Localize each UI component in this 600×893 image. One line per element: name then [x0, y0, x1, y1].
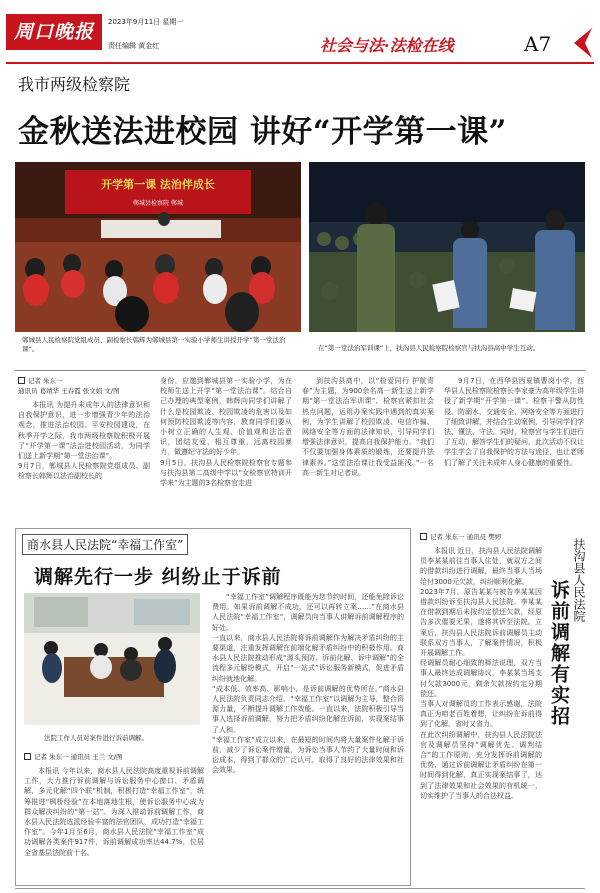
lead-photo-classroom — [15, 162, 301, 332]
banner-line1: 开学第一课 法治伴成长 — [101, 178, 215, 191]
fugou-byline-text: 记者 朱东一 通讯员 樊婷 — [430, 533, 502, 541]
lead-col2-text: 身份，应邀到郸城县第一实验小学，为在校师生送上开学“第一堂法治课”。结合自己办理的典型案例，韩辉向同学们讲解了什么是校园欺凌、校园欺凌的危害以及如何预防校园欺凌等内容，教育同学们要从小树立正确的人生观、价值观和法治意识，团结友爱、相互尊重，远离校园暴力，做遵纪守法的好少年。 9月5日，扶沟县人民检察院检察官专题参与扶沟县第二高级中学以“女检察官特训开学来”为主题的3名检察官走进 — [160, 377, 292, 488]
lead-col1-text: 本报讯 为提升未成年人的法律意识和自我保护意识，进一步增强青少年的法治观念，推进法治校园、平安校园建设，在秋季开学之际，我市两级检察院积极开展了“开学第一课”法治进校园活动，为同学们送上新学期“第一堂法治课”。 9月7日，郸城县人民检察院党组成员、副检察长韩辉以法治副校长的 — [18, 401, 150, 481]
mediation-headline: 调解先行一步 纠纷止于诉前 — [34, 566, 282, 588]
fugou-body-text: 本报讯 近日，扶沟县人民法院调解员李某某前往当事人住处，就双方之间的借款纠纷进行调解，最终当事人当场给付3000元欠款，纠纷顺利化解。 2023年7月，原告某某与被告李某某因借款纠纷诉至扶沟县人民法院。李某某在借款到期后未按约定偿还欠款，经原告多次催要无果，遂将其诉至法院。立案后，扶沟县人民法院诉前调解员主动联系双方当事人，了解案件情况，积极开展调解工作。 经调解员耐心细致的释法说理，双方当事人最终达成调解协议，李某某当场支付欠款3000元，剩余欠款按约定分期偿还。 当事人对调解员的工作表示感谢，法院真正为咱老百姓着想，让纠纷在诉前得到了化解，省时又省力。 在此次纠纷调解中，扶沟县人民法院法官及调解员坚持“调解优先、调判结合”的工作原则，充分发挥诉前调解的优势，通过诉前调解让矛盾纠纷在第一时间得到化解，真正实现案结事了，达到了法律效果和社会效果的有机统一，切实维护了当事人的合法权益。 — [420, 547, 542, 800]
lead-headline: 金秋送法进校园 讲好“开学第一课” — [18, 114, 507, 150]
page-number: A7 — [524, 32, 552, 56]
lead-byline-text: 记者 朱东一 通讯员 葛靖华 王春霞 张文娟 文/图 — [18, 377, 120, 395]
masthead-rule — [6, 62, 594, 64]
mediation-photo — [24, 593, 200, 725]
mediation-byline-text: 记者 朱东一 通讯员 王兰 文/图 — [34, 753, 123, 761]
lead-divider — [15, 370, 585, 371]
masthead — [0, 0, 600, 62]
lead-col2 — [160, 376, 292, 524]
mediation-col1-text: 本报讯 今年以来，商水县人民法院高度重视诉前调解工作，大力推行诉前调解与诉讼服务中心窗口、矛盾调解、多元化解“四个联”机制，积极打造“幸福工作室”，统筹推进“枫桥经验”在本地落地生根，使诉讼服务中心成为群众解决纠纷的“第一站”。为深入推动诉前调解工作，商水县人民法院选派经验丰富的法官团队，成功打造“幸福工作室”。今年1月至6月，商水县人民法院“幸福工作室”成功调解各类案件917件，诉前调解成功率达44.7%，位居全省基层法院前十名。 — [24, 767, 204, 857]
lead-photo1-caption: 郸城县人民检察院党组成员、副检察长韩辉为郸城县第一实验小学师生讲授开学“第一堂法治课”。 — [22, 336, 286, 353]
fugou-byline — [420, 532, 560, 541]
editor-line: 责任编辑 黄金红 — [108, 42, 160, 50]
mediation-byline — [24, 752, 204, 761]
fugou-vertical-label: 扶沟县人民法院 — [572, 538, 586, 622]
mediation-col2-text: “幸福工作室”调解程序既能为您节约时间，还能免除诉讼费用。如果诉前调解不成功，还可以再转立案……”在商水县人民法院“幸福工作室”，调解员向当事人讲解诉前调解程序的好处。 一直以来，商水县人民法院将诉前调解作为解决矛盾纠纷的主要渠道，注重发挥调解在前端化解矛盾纠纷中的积极作用。商水县人民法院推动形成“源头预防、诉前化解、诉中调解”的全流程多元解纷模式，开启“一站式”诉讼服务新模式，促进矛盾纠纷就地化解。 “成本低、效率高、影响小，是诉前调解的优势所在。”商水县人民法院负责同志介绍，“幸福工作室”以调解为主导，整合资源力量，不断提升调解工作效能。一直以来，法院积极引导当事人选择诉前调解，努力把矛盾纠纷化解在诉前，实现案结事了人和。 “幸福工作室”成立以来，在最短的时间内将大量案件化解于诉前，减少了诉讼案件增量，为诉讼当事人节约了大量时间和诉讼成本，得到了群众的广泛认可，取得了良好的法律效果和社会效果。 — [212, 593, 404, 775]
lead-col4-text: 9月7日，在西华县西夏镇曹岗小学，西华县人民检察院检察长李家豪为高年级学生讲授了新学期“开学第一课”。检察干警从防性侵、防溺水、交通安全、网络安全等方面进行了细致讲解，并结合生动案例，引导同学们学法、懂法、守法。同时，检察官与学生们进行了互动，解答学生们的疑问，此次活动不仅让学生学会了自我保护的方法与途径，也让老师们了解了关注未成年人身心健康的重要性。 — [444, 377, 584, 467]
lead-col1 — [18, 400, 150, 524]
section-title: 社会与法·法检在线 — [320, 36, 454, 55]
banner-line2: 郸城县检察院 郸城 — [133, 200, 183, 207]
date-line: 2023年9月11日 星期一 — [108, 18, 184, 26]
fugou-body — [420, 546, 542, 882]
banner — [65, 170, 251, 214]
logo-text: 周口晚报 — [13, 21, 94, 43]
lead-photo2-caption: 在“第一堂法治军训课”上，扶沟县人民检察院检察官与扶沟县高中学生互动。 — [318, 344, 540, 352]
bottom-rule — [15, 888, 585, 889]
lead-byline — [18, 376, 150, 396]
lead-col3 — [302, 376, 434, 524]
logo-block — [6, 14, 102, 50]
mediation-col1 — [24, 766, 204, 878]
lead-kicker: 我市两级检察院 — [18, 75, 131, 94]
mediation-photo-caption: 法院工作人员对案件进行诉前调解。 — [44, 734, 148, 742]
page-arrow-icon — [566, 26, 596, 60]
lead-col3-text: 到扶沟县高中，以“检爱同行 护航青春”为主题，为900余名高一新生送上新学期“第一堂法治军训课”。检察官紧扣社会热点问题，运用办案实践中遇到的真实案例，为学生讲解了校园欺凌、电信诈骗、网络安全等方面的法律知识，引导同学们增强法律意识，提高自我保护能力。“我们不仅要加强身体素质的锻炼，还要提升法律素养。”这堂法治课让我受益匪浅。”一名高一新生对记者说。 — [302, 377, 434, 477]
lead-col4 — [444, 376, 584, 524]
lead-photo-military-training — [309, 162, 585, 332]
fugou-headline: 诉前调解有实招 — [548, 580, 570, 727]
mediation-label: 商水县人民法院“幸福工作室” — [22, 534, 188, 555]
mediation-col2 — [212, 592, 404, 876]
